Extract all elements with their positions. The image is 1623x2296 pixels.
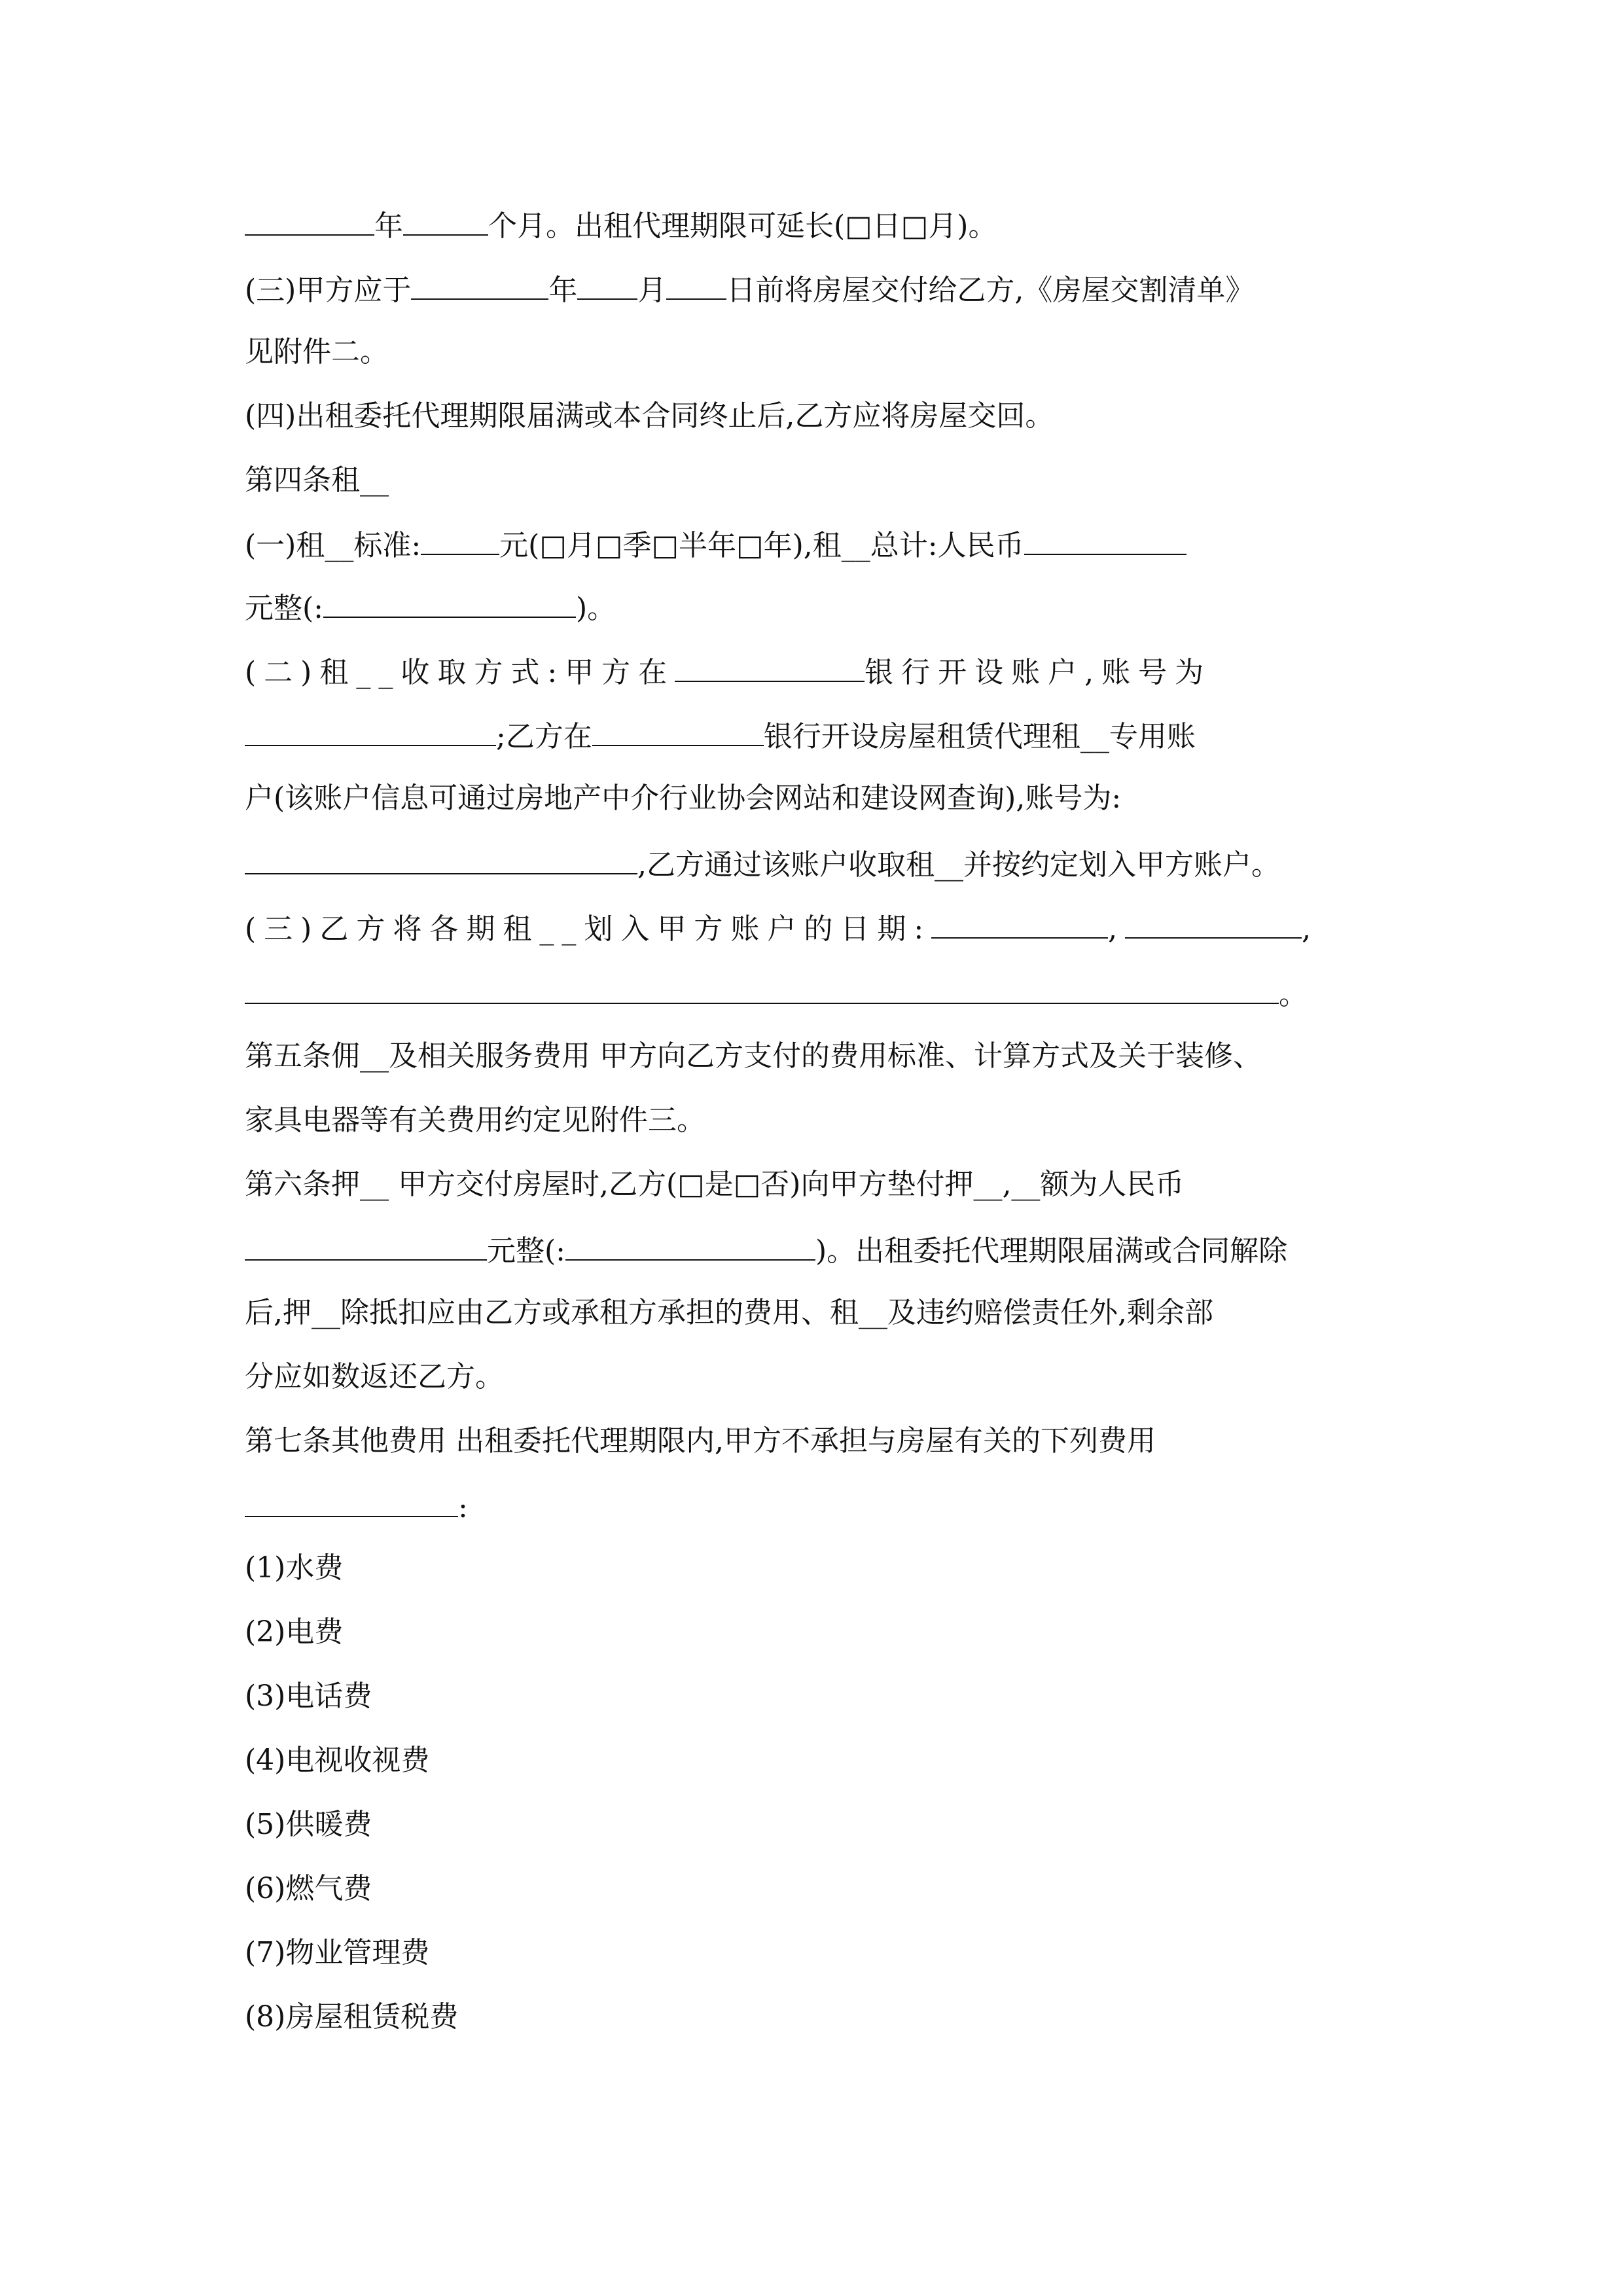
text-line: 分应如数返还乙方。 <box>245 1360 504 1393</box>
list-item: (2)电费 <box>245 1615 344 1649</box>
text-line: 见附件二。 <box>245 335 389 368</box>
section-heading: 第七条其他费用 出租委托代理期限内,甲方不承担与房屋有关的下列费用 <box>245 1424 1156 1458</box>
blank-field <box>245 715 496 746</box>
blank-field <box>1024 524 1186 555</box>
blank-field <box>245 843 637 874</box>
blank-field <box>245 1229 487 1261</box>
text-line: ,乙方通过该账户收取租__并按约定划入甲方账户。 <box>245 843 1280 885</box>
blank-field <box>565 1229 815 1261</box>
text-line: ;乙方在 银行开设房屋租赁代理租__专用账 <box>245 715 1196 757</box>
blank-field <box>245 204 374 236</box>
text-line: (三)乙方将各期租__划入甲方账户的日期: , , <box>245 907 1319 949</box>
blank-field <box>931 907 1108 939</box>
text-line: 户(该账户信息可通过房地产中介行业协会网站和建设网查询),账号为: <box>245 781 1122 815</box>
text-line: (一)租__标准: 元(□月□季□半年□年),租__总计:人民币 <box>245 524 1186 565</box>
blank-field <box>577 268 637 300</box>
section-heading: 第四条租__ <box>245 463 389 497</box>
blank-field <box>323 586 576 618</box>
text-line: 年 个月。出租代理期限可延长(□日□月)。 <box>245 204 997 246</box>
text-line: : <box>245 1486 468 1528</box>
list-item: (5)供暖费 <box>245 1808 372 1841</box>
list-item: (1)水费 <box>245 1551 344 1585</box>
text-line: 家具电器等有关费用约定见附件三。 <box>245 1103 705 1137</box>
blank-field <box>245 1486 458 1517</box>
list-item: (4)电视收视费 <box>245 1744 430 1777</box>
blank-field <box>1125 907 1302 939</box>
blank-field <box>666 268 726 300</box>
blank-field <box>245 973 1279 1004</box>
text-line: 。 <box>245 973 1308 1014</box>
text-line: 元整(: )。出租委托代理期限届满或合同解除 <box>245 1229 1287 1271</box>
list-item: (7)物业管理费 <box>245 1936 430 1969</box>
blank-field <box>592 715 764 746</box>
blank-field <box>421 524 499 555</box>
blank-field <box>403 204 488 236</box>
text-line: 后,押__除抵扣应由乙方或承租方承担的费用、租__及违约赔偿责任外,剩余部 <box>245 1296 1213 1329</box>
list-item: (8)房屋租赁税费 <box>245 2000 459 2034</box>
text-line: 元整(: )。 <box>245 586 616 628</box>
section-heading: 第五条佣__及相关服务费用 甲方向乙方支付的费用标准、计算方式及关于装修、 <box>245 1039 1262 1073</box>
section-heading: 第六条押__ 甲方交付房屋时,乙方(□是□否)向甲方垫付押__,__额为人民币 <box>245 1168 1185 1201</box>
text-line: (四)出租委托代理期限届满或本合同终止后,乙方应将房屋交回。 <box>245 399 1054 433</box>
list-item: (3)电话费 <box>245 1679 372 1713</box>
blank-field <box>411 268 548 300</box>
text-line: (三)甲方应于 年 月 日前将房屋交付给乙方,《房屋交割清单》 <box>245 268 1254 310</box>
text-line: (二)租__收取方式:甲方在 银行开设账户,账号为 <box>245 651 1211 692</box>
list-item: (6)燃气费 <box>245 1872 372 1905</box>
blank-field <box>675 651 865 682</box>
